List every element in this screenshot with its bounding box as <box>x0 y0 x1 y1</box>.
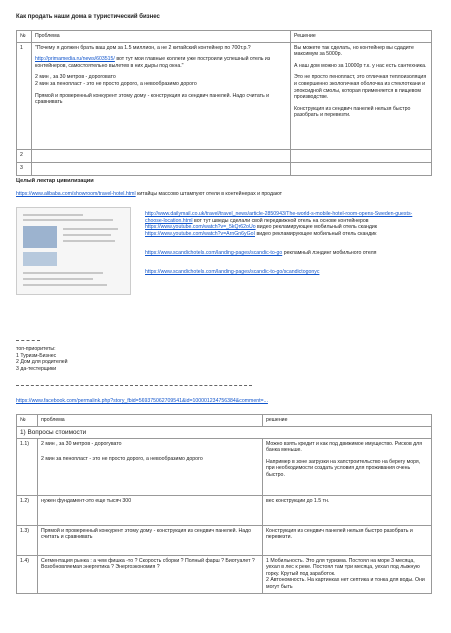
link-description: видео рекламирующее мобильный отель скандик <box>255 230 377 237</box>
link-line <box>145 211 425 224</box>
table-header-row <box>17 31 432 43</box>
solution-text: Это не просто пенопласт, это отличная теплоизоляция и совершенно экологичная оболочка из стеклоткани и эпоксидной смолы, которая применяется в пищевом производстве. <box>294 74 427 101</box>
thumb-line <box>63 240 115 242</box>
row-num: 2 <box>17 149 32 162</box>
table-row <box>17 495 432 525</box>
thumb-line <box>23 284 107 286</box>
problems-table-2 <box>16 414 432 594</box>
solution-cell: Конструкция из сендвич панелей нельзя быстро разобрать и перевезти. <box>263 525 432 555</box>
link-line <box>145 224 425 231</box>
problem-text: "Почему я должен брать ваш дом за 1.5 миллион, а не 2 китайский контейнер по 700т.р.? <box>35 44 251 51</box>
problem-text: 2 мин за пенопласт - это не просто дорого, а невообразимо дорого <box>35 80 197 87</box>
document-title: Как продать наши дома в туристический бизнес <box>16 14 160 20</box>
header-solution: решение <box>263 415 432 427</box>
header-problem: проблема <box>38 415 263 427</box>
table-row <box>17 438 432 495</box>
row-num: 3 <box>17 162 32 175</box>
solution-text: Конструкция из сендвич панелей нельзя быстро разобрать и перевезти. <box>294 105 411 119</box>
thumb-line <box>63 228 118 230</box>
table-row <box>17 525 432 555</box>
problem-cell <box>32 149 291 162</box>
row-num: 1.4) <box>17 555 38 593</box>
problem-text: Прямой и проверенный конкурент этому дому - конструкция из сендвич панелей. Надо считать и сравнивать <box>35 92 270 106</box>
list-item: 3 да-тестерщики <box>16 365 57 372</box>
row-num: 1 <box>17 42 32 149</box>
problem-text: 2 мин , за 30 метров - дороговато <box>35 74 116 81</box>
header-num: № <box>17 415 38 427</box>
thumb-image <box>23 252 57 266</box>
solution-cell: вес конструкции до 1.5 тн. <box>263 495 432 525</box>
solution-cell <box>263 438 432 495</box>
alibaba-tail: китайцы массово штампуют отели в контейнерах и продают <box>135 191 283 197</box>
problem-cell <box>32 162 291 175</box>
solution-text: 1 Мобильность. Это для туризма. Постоял на море 3 месяца, уехал в лес к реке. Постоял там три месяца, уехал под лыжную горку. Крутый под заработок. <box>266 557 420 577</box>
list-item: 2 Дом для родителей <box>16 359 68 366</box>
news-link[interactable]: http://primamedia.ru/news/603515/ <box>35 56 115 63</box>
thumb-line <box>23 272 103 274</box>
solution-cell <box>263 555 432 593</box>
list-item: 1 Туризм-Бизнес <box>16 352 57 359</box>
solution-cell <box>291 42 432 149</box>
link-line <box>145 250 425 257</box>
problem-cell: Прямой и проверенный конкурент этому дому - конструкция из сендвич панелей. Надо считать и сравнивать <box>38 525 263 555</box>
thumb-image <box>23 226 57 248</box>
dailymail-link[interactable]: http://www.dailymail.co.uk/travel/travel_news/article-2850943/The-world-s-mobile-hotel-room-opens-Sweden-guests-choose-location.html <box>145 211 413 224</box>
solution-cell <box>291 162 432 175</box>
solution-text: Можно взять кредит и как под движимое имущество. Рисков для банка меньше. <box>266 440 423 454</box>
thumb-line <box>63 234 111 236</box>
solution-text: А наш дом можно за 10000р т.к. у нас есть сантехника. <box>294 62 427 69</box>
scandic-link[interactable]: https://www.scandichotels.com/landing-pages/scandic-to-go <box>145 250 283 257</box>
youtube-link[interactable]: https://www.youtube.com/watch?v=ArnGn6yGoI <box>145 230 255 237</box>
problem-cell: Сегментация рынка : а чем фишка -то ? Скорость сборки ? Полный фарш ? Биотуалет ? Возобновляемая энергетика ? Энергоэкономия ? <box>38 555 263 593</box>
header-solution: Решение <box>291 31 432 43</box>
section-title: 1) Вопросы стоимости <box>17 426 432 438</box>
problem-link-tail: вот тут мои главные коллеги уже построили успешный отель из контейнеров, самостоятельно вылетев в них дыры под окна." <box>35 56 271 69</box>
link-description: вот тут шведы сделали свой передвижной отель на основе контейнеров <box>192 217 369 224</box>
problem-text: 2 мин , за 30 метров - дорогувато <box>41 440 122 447</box>
problem-cell: нужен фундамент-это еще тысяч 300 <box>38 495 263 525</box>
problem-cell <box>32 42 291 149</box>
facebook-line <box>16 398 268 405</box>
table-row <box>17 149 432 162</box>
scandic-nyc-link[interactable]: https://www.scandichotels.com/landing-pages/scandic-to-go/scandictogonyc <box>145 268 320 275</box>
priorities-label: топ-приоритеты: <box>16 346 56 352</box>
section-row <box>17 426 432 438</box>
table-row <box>17 42 432 149</box>
row-num: 1.3) <box>17 525 38 555</box>
header-num: № <box>17 31 32 43</box>
row-num: 1.2) <box>17 495 38 525</box>
divider <box>16 385 252 386</box>
civilization-block <box>16 178 282 198</box>
thumb-line <box>23 214 83 216</box>
solution-cell <box>291 149 432 162</box>
facebook-link[interactable]: https://www.facebook.com/permalink.php?story_fbid=569375062709541&id=100001234756384&comment=... <box>16 398 268 404</box>
table-row <box>17 162 432 175</box>
row-num: 1.1) <box>17 438 38 495</box>
youtube-link[interactable]: https://www.youtube.com/watch?v=_5kQr62oUo <box>145 224 256 231</box>
table-header-row <box>17 415 432 427</box>
link-description: видео рекламирующее мобильный отель скандик <box>255 224 378 231</box>
alibaba-line <box>16 191 282 198</box>
problem-link-line <box>35 56 287 69</box>
webpage-thumbnail <box>16 207 131 295</box>
divider <box>16 340 40 341</box>
problem-text: 2 мин за пенопласт - это не просто дорого, а невообразимо дорого <box>41 456 203 463</box>
section-heading: Целый лектар цивилизации <box>16 178 94 184</box>
reference-links <box>145 211 425 276</box>
problem-cell <box>38 438 263 495</box>
link-line <box>145 269 425 276</box>
priorities-list <box>16 346 68 372</box>
table-row <box>17 555 432 593</box>
problems-table-1 <box>16 30 432 176</box>
thumb-line <box>23 278 93 280</box>
link-description: рекламный лэндинг мобильного отеля <box>282 250 377 257</box>
header-problem: Проблема <box>32 31 291 43</box>
thumb-line <box>23 219 113 221</box>
solution-text: Например в зоне загрузки на хапстроительство на берегу моря, при необходимости создать условия для проживания очень быстро. <box>266 458 421 478</box>
solution-text: 2 Автономность. На картинках нет септика и тонка для воды. Они могут быть <box>266 577 425 590</box>
solution-text: Вы можете так сделать, но контейнер вы сдадите максимум за 5000р. <box>294 44 414 58</box>
link-line <box>145 231 425 238</box>
alibaba-link[interactable]: https://www.alibaba.com/showroom/travel-hotel.html <box>16 191 136 197</box>
